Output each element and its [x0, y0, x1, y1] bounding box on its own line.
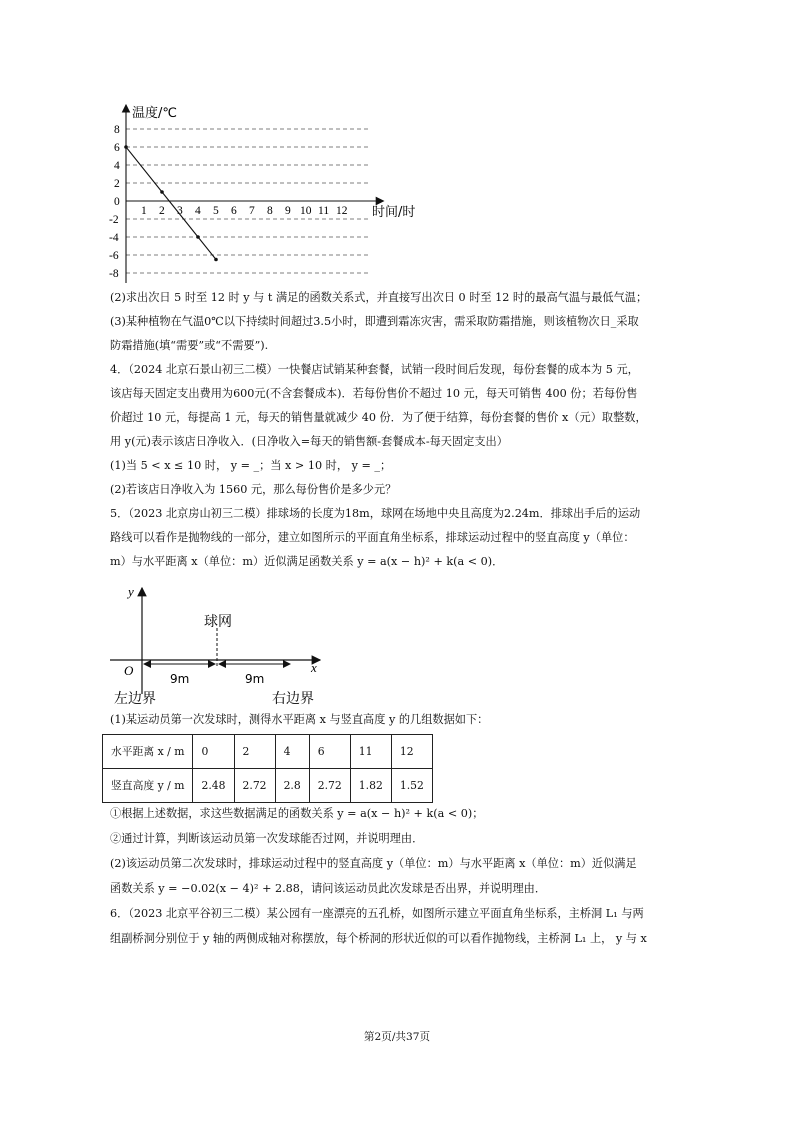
problem-6-line1: 6．（2023 北京平谷初三二模）某公园有一座漂亮的五孔桥，如图所示建立平面直角坐标系，主桥洞 L₁ 与两: [110, 907, 644, 920]
data-point: [124, 145, 128, 149]
x-tick-label: 7: [249, 205, 255, 217]
y-tick-label: -4: [109, 232, 119, 244]
x-tick-label: 12: [336, 205, 348, 217]
problem-5-line1: 5．（2023 北京房山初三二模）排球场的长度为18m，球网在场地中央且高度为2.24m．排球出手后的运动: [110, 507, 641, 520]
question-2-text: (2)求出次日 5 时至 12 时 y 与 t 满足的函数关系式，并直接写出次日 0 时至 12 时的最高气温与最低气温；: [110, 291, 648, 304]
y-axis-label: 温度/℃: [132, 106, 177, 121]
table-header-cell: 水平距离 x / m: [103, 735, 193, 769]
series-line: [126, 147, 216, 260]
data-point: [160, 190, 164, 194]
table-row: [103, 735, 433, 769]
court-origin-label: O: [124, 663, 134, 678]
table-cell: 0: [193, 735, 234, 769]
x-tick-label: 6: [231, 205, 237, 217]
table-cell: 11: [350, 735, 391, 769]
data-table: [102, 734, 433, 803]
data-point: [214, 258, 218, 262]
table-cell: 2.8: [275, 769, 309, 803]
y-tick-label: -8: [109, 268, 119, 280]
right-distance-label: 9m: [245, 672, 265, 686]
table-cell: 2.72: [234, 769, 275, 803]
table-row: [103, 769, 433, 803]
y-tick-label: 8: [114, 124, 120, 136]
table-cell: 2: [234, 735, 275, 769]
x-tick-label: 11: [318, 205, 330, 217]
problem-5-question-1-part-a: ①根据上述数据，求这些数据满足的函数关系 y = a(x − h)² + k(a < 0)；: [110, 807, 484, 820]
y-tick-label: 2: [114, 178, 120, 190]
left-boundary-label: 左边界: [114, 691, 156, 707]
problem-5-question-2-line1: (2)该运动员第二次发球时，排球运动过程中的竖直高度 y（单位：m）与水平距离 x（单位：m）近似满足: [110, 857, 637, 870]
net-label: 球网: [204, 614, 232, 630]
table-cell: 12: [391, 735, 432, 769]
x-tick-label: 10: [300, 205, 312, 217]
y-tick-label: -6: [109, 250, 119, 262]
x-tick-label: 4: [195, 205, 201, 217]
table-header-cell: 竖直高度 y / m: [103, 769, 193, 803]
problem-5-question-2-line2: 函数关系 y = −0.02(x − 4)² + 2.88，请问该运动员此次发球是否出界，并说明理由．: [110, 882, 547, 895]
question-3-text-line1: (3)某种植物在气温0℃以下持续时间超过3.5小时，即遭到霜冻灾害，需采取防霜措施，则该植物次日_采取: [110, 315, 639, 328]
court-x-label: x: [311, 660, 317, 675]
problem-6-line2: 组副桥洞分别位于 y 轴的两侧成轴对称摆放，每个桥洞的形状近似的可以看作抛物线，主桥洞 L₁ 上， y 与 x: [110, 932, 647, 945]
x-tick-label: 8: [267, 205, 273, 217]
origin-label: 0: [114, 196, 120, 208]
court-y-label: y: [128, 584, 134, 599]
x-tick-label: 3: [177, 205, 183, 217]
x-tick-label: 5: [213, 205, 219, 217]
problem-5-question-1: (1)某运动员第一次发球时，测得水平距离 x 与竖直高度 y 的几组数据如下：: [110, 713, 489, 726]
page-footer: 第2页/共37页: [363, 1031, 431, 1043]
y-tick-label: 6: [114, 142, 120, 154]
right-boundary-label: 右边界: [272, 691, 314, 707]
problem-4-line2: 该店每天固定支出费用为600元(不含套餐成本)．若每份售价不超过 10 元，每天可销售 400 份；若每份售: [110, 387, 638, 400]
problem-5-line3: m）与水平距离 x（单位：m）近似满足函数关系 y = a(x − h)² + k(a < 0)．: [110, 555, 504, 568]
table-cell: 4: [275, 735, 309, 769]
question-3-text-line2: 防霜措施(填“需要”或“不需要”).: [110, 339, 269, 352]
table-cell: 1.82: [350, 769, 391, 803]
problem-5-line2: 路线可以看作是抛物线的一部分，建立如图所示的平面直角坐标系，排球运动过程中的竖直高度 y（单位：: [110, 531, 635, 544]
table-cell: 1.52: [391, 769, 432, 803]
court-diagram: [108, 582, 338, 712]
y-tick-label: 4: [114, 160, 120, 172]
table-cell: 6: [309, 735, 350, 769]
problem-4-question-1: (1)当 5 < x ≤ 10 时， y = _；当 x > 10 时， y = _；: [110, 459, 392, 472]
x-axis-label: 时间/时: [372, 205, 416, 220]
data-point: [196, 235, 200, 239]
problem-4-line4: 用 y(元)表示该店日净收入．(日净收入=每天的销售额-套餐成本-每天固定支出）: [110, 435, 508, 448]
table-cell: 2.48: [193, 769, 234, 803]
problem-4-line3: 价超过 10 元，每提高 1 元，每天的销售量就减少 40 份．为了便于结算，每份套餐的售价 x（元）取整数，: [110, 411, 647, 424]
table-cell: 2.72: [309, 769, 350, 803]
x-tick-label: 9: [285, 205, 291, 217]
problem-5-question-1-part-b: ②通过计算，判断该运动员第一次发球能否过网，并说明理由．: [110, 832, 424, 845]
problem-4-question-2: (2)若该店日净收入为 1560 元，那么每份售价是多少元？: [110, 483, 397, 496]
x-tick-label: 1: [141, 205, 147, 217]
left-distance-label: 9m: [170, 672, 190, 686]
temperature-chart: [108, 103, 438, 283]
problem-4-line1: 4．（2024 北京石景山初三二模）一快餐店试销某种套餐，试销一段时间后发现，每份套餐的成本为 5 元，: [110, 363, 639, 376]
y-tick-label: -2: [109, 214, 119, 226]
x-tick-label: 2: [159, 205, 165, 217]
